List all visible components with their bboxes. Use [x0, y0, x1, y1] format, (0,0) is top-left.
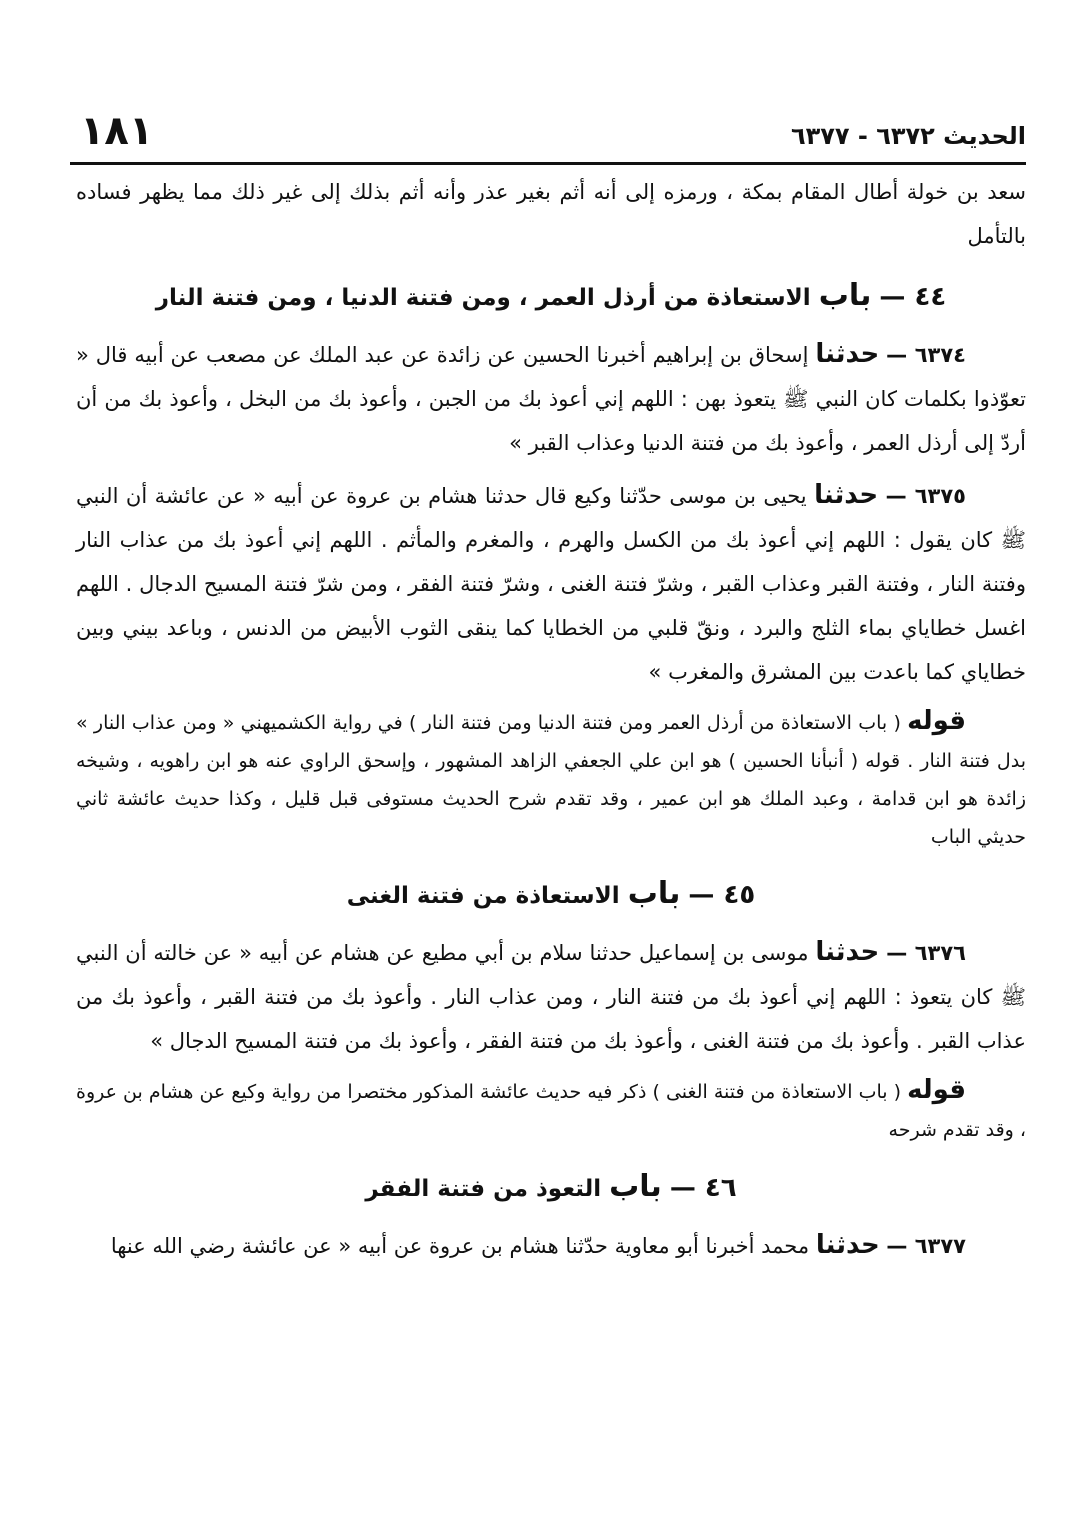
- running-title: الحديث ٦٣٧٢ - ٦٣٧٧: [790, 122, 1026, 150]
- hadith-lead: حدثنا: [815, 1230, 880, 1260]
- hadith-lead: حدثنا: [815, 937, 880, 967]
- chapter-heading-44: [76, 276, 1026, 318]
- hadith-lead: حدثنا: [815, 339, 880, 369]
- commentary-text: ( باب الاستعاذة من أرذل العمر ومن فتنة الدنيا ومن فتنة النار ) في رواية الكشميهني « ومن عذاب النار » بدل فتنة النار . قوله ( أنبأنا الحسين ) هو ابن علي الجعفي الزاهد المشهور ، وإسحق الراوي عنه هو ابن راهويه ، وشيخه زائدة هو ابن قدامة ، وعبد الملك هو ابن عمير ، وقد تقدم شرح الحديث مستوفى قبل قليل ، وكذا حديث عائشة ثاني حديثي الباب: [76, 712, 1026, 848]
- commentary-44: [76, 702, 1026, 856]
- page-number: ١٨١: [80, 108, 154, 154]
- hadith-number: ٦٣٧٦ —: [886, 941, 966, 965]
- hadith-6375: [76, 473, 1026, 694]
- chapter-bab: باب: [609, 1169, 662, 1204]
- page-body: [76, 170, 1026, 1276]
- chapter-heading-45: [76, 874, 1026, 916]
- chapter-number: ٤٥ —: [688, 880, 756, 910]
- chapter-title: الاستعاذة من أرذل العمر ، ومن فتنة الدنيا ، ومن فتنة النار: [155, 285, 811, 311]
- hadith-text: إسحاق بن إبراهيم أخبرنا الحسين عن زائدة عن عبد الملك عن مصعب عن أبيه قال « تعوّذوا بكلمات كان النبي ﷺ يتعوذ بهن : اللهم إني أعوذ بك من الجبن ، وأعوذ بك من البخل ، وأعوذ بك من أن أردّ إلى أرذل العمر ، وأعوذ بك من فتنة الدنيا وعذاب القبر »: [76, 343, 1026, 455]
- hadith-number: ٦٣٧٥ —: [885, 484, 966, 508]
- hadith-number: ٦٣٧٤ —: [886, 343, 966, 367]
- chapter-number: ٤٦ —: [669, 1173, 737, 1203]
- commentary-lead: قوله: [907, 1075, 966, 1105]
- hadith-lead: حدثنا: [814, 480, 879, 510]
- commentary-lead: قوله: [907, 706, 966, 736]
- chapter-heading-46: [76, 1167, 1026, 1209]
- hadith-text: محمد أخبرنا أبو معاوية حدّثنا هشام بن عروة عن أبيه « عن عائشة رضي الله عنها: [110, 1234, 810, 1258]
- intro-paragraph: سعد بن خولة أطال المقام بمكة ، ورمزه إلى أنه أثم بغير عذر وأنه أثم بذلك إلى غير ذلك مما يظهر فساده بالتأمل: [76, 180, 1026, 248]
- page-header: [70, 108, 1026, 165]
- commentary-text: ( باب الاستعاذة من فتنة الغنى ) ذكر فيه حديث عائشة المذكور مختصرا من رواية وكيع عن هشام بن عروة ، وقد تقدم شرحه: [76, 1081, 1026, 1141]
- hadith-number: ٦٣٧٧ —: [886, 1234, 966, 1258]
- commentary-45: [76, 1071, 1026, 1149]
- hadith-text: موسى بن إسماعيل حدثنا سلام بن أبي مطيع عن هشام عن أبيه « عن خالته أن النبي ﷺ كان يتعوذ : اللهم إني أعوذ بك من فتنة النار ، ومن عذاب النار . وأعوذ بك من فتنة القبر ، وأعوذ بك من عذاب القبر . وأعوذ بك من فتنة الغنى ، وأعوذ بك من فتنة الفقر ، وأعوذ بك من فتنة المسيح الدجال »: [76, 941, 1026, 1053]
- hadith-6377: [76, 1223, 1026, 1268]
- chapter-bab: باب: [818, 278, 872, 313]
- chapter-title: الاستعاذة من فتنة الغنى: [346, 883, 620, 909]
- hadith-6374: [76, 332, 1026, 465]
- chapter-title: التعوذ من فتنة الفقر: [365, 1176, 602, 1202]
- chapter-bab: باب: [627, 876, 681, 911]
- hadith-text: يحيى بن موسى حدّثنا وكيع قال حدثنا هشام بن عروة عن أبيه « عن عائشة أن النبي ﷺ كان يقول : اللهم إني أعوذ بك من الكسل والهرم ، والمغرم والمأثم . اللهم إني أعوذ بك من عذاب النار وفتنة النار ، وفتنة القبر وعذاب القبر ، وشرّ فتنة الغنى ، وشرّ فتنة الفقر ، ومن شرّ فتنة المسيح الدجال . اللهم اغسل خطاياي بماء الثلج والبرد ، ونقّ قلبي من الخطايا كما ينقى الثوب الأبيض من الدنس ، وباعد بيني وبين خطاياي كما باعدت بين المشرق والمغرب »: [76, 484, 1026, 684]
- hadith-6376: [76, 930, 1026, 1063]
- chapter-number: ٤٤ —: [879, 282, 947, 312]
